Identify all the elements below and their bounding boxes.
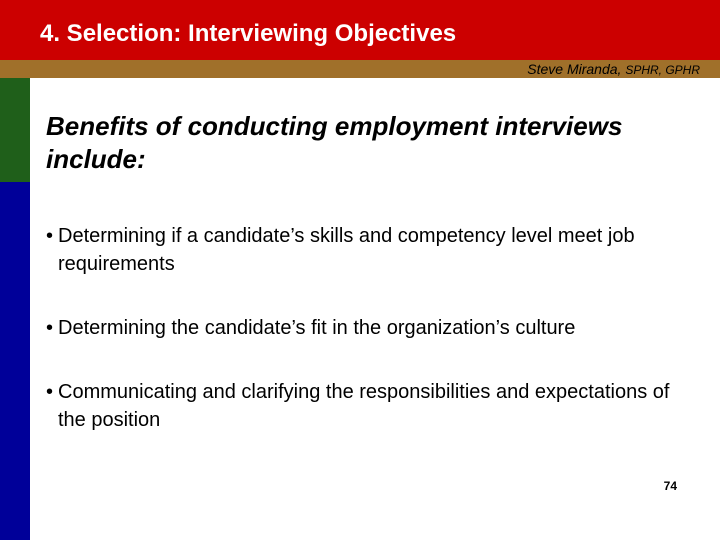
bullet-text: Determining the candidate’s fit in the organization’s culture — [58, 317, 576, 339]
bullet-marker: • — [46, 225, 54, 247]
bullet-text: Communicating and clarifying the responsibilities and expectations of the position — [58, 381, 670, 431]
bullet-item — [46, 378, 696, 434]
author-credit — [527, 61, 700, 77]
left-accent-blue — [0, 182, 30, 540]
left-accent-gold — [0, 60, 30, 78]
bullet-marker: • — [46, 381, 54, 403]
bullet-item — [46, 314, 696, 342]
author-name: Steve Miranda, — [527, 61, 622, 77]
bullet-marker: • — [46, 317, 54, 339]
author-credentials: SPHR, GPHR — [625, 63, 700, 77]
slide-heading: Benefits of conducting employment interviews include: — [46, 111, 623, 174]
bullet-item — [46, 222, 696, 278]
left-accent-green — [0, 78, 30, 182]
slide-title: 4. Selection: Interviewing Objectives — [40, 20, 457, 47]
left-accent-red — [0, 0, 30, 60]
bullet-text: Determining if a candidate’s skills and competency level meet job requirements — [58, 225, 635, 275]
bullet-list — [46, 222, 696, 470]
page-number: 74 — [663, 479, 677, 493]
